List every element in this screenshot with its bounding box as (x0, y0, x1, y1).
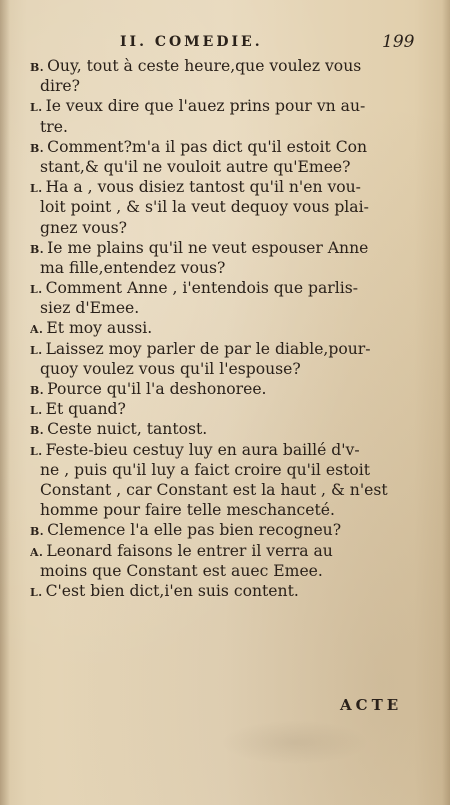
text-line-15 (30, 339, 426, 359)
text-line-26 (30, 561, 426, 581)
text-line-12 (30, 278, 426, 298)
line-text: loit point , & s'il la veut dequoy vous plai- (40, 198, 369, 217)
page-header (0, 30, 450, 54)
text-line-19 (30, 419, 426, 439)
text-line-13 (30, 298, 426, 318)
line-text: homme pour faire telle meschanceté. (40, 501, 335, 520)
speaker-mark: L. (30, 585, 43, 599)
speaker-mark: L. (30, 182, 43, 196)
line-text: ne , puis qu'il luy a faict croire qu'il estoit (40, 460, 371, 479)
text-line-3 (30, 96, 426, 116)
line-text: Ie veux dire que l'auez prins pour vn au- (45, 97, 366, 116)
speaker-mark: L. (30, 444, 43, 458)
text-line-1 (30, 56, 426, 76)
text-line-20 (30, 440, 426, 460)
line-text: Constant , car Constant est la haut , & n'est (40, 480, 388, 499)
text-line-14 (30, 318, 426, 338)
line-text: Ie me plains qu'il ne veut espouser Anne (47, 238, 369, 257)
text-line-11 (30, 258, 426, 278)
line-text: quoy voulez vous qu'il l'espouse? (40, 359, 301, 378)
speaker-mark: L. (30, 404, 43, 418)
text-line-7 (30, 177, 426, 197)
line-text: Ha a , vous disiez tantost qu'il n'en vou- (45, 178, 361, 197)
line-text: Et moy aussi. (46, 319, 153, 338)
text-line-23 (30, 500, 426, 520)
line-text: moins que Constant est auec Emee. (40, 561, 323, 580)
speaker-mark: A. (30, 323, 44, 337)
line-text: Pource qu'il l'a deshonoree. (47, 380, 267, 398)
text-line-4 (30, 117, 426, 137)
line-text: Clemence l'a elle pas bien recogneu? (47, 521, 342, 540)
text-line-16 (30, 359, 426, 379)
line-text: C'est bien dict,i'en suis content. (45, 581, 299, 600)
speaker-mark: L. (30, 283, 43, 297)
text-line-17 (30, 379, 426, 399)
speaker-mark: B. (30, 242, 45, 256)
text-line-27 (30, 581, 426, 601)
text-line-21 (30, 460, 426, 480)
speaker-mark: L. (30, 101, 43, 115)
text-line-18 (30, 399, 426, 419)
catchword: ACTE (340, 696, 403, 714)
text-line-25 (30, 541, 426, 561)
ink-bleed-through (220, 720, 370, 765)
speaker-mark: L. (30, 343, 43, 357)
line-text: Feste-bieu cestuy luy en aura baillé d'v- (45, 440, 360, 459)
page-number: 199 (382, 32, 415, 52)
line-text: dire? (40, 77, 81, 96)
speaker-mark: B. (30, 525, 45, 539)
speaker-mark: B. (30, 61, 45, 74)
line-text: gnez vous? (40, 218, 128, 237)
dialogue-text (30, 56, 426, 601)
speaker-mark: B. (30, 141, 45, 155)
text-line-22 (30, 480, 426, 500)
line-text: Ceste nuict, tantost. (47, 420, 208, 439)
line-text: Leonard faisons le entrer il verra au (46, 541, 333, 560)
line-text: Comment?m'a il pas dict qu'il estoit Con (47, 137, 368, 156)
text-line-9 (30, 218, 426, 238)
line-text: Et quand? (45, 400, 126, 419)
text-line-8 (30, 197, 426, 217)
line-text: Comment Anne , i'entendois que parlis- (45, 279, 359, 298)
line-text: Ouy, tout à ceste heure,que voulez vous (47, 57, 362, 75)
speaker-mark: A. (30, 545, 44, 559)
line-text: siez d'Emee. (40, 299, 140, 318)
line-text: stant,& qu'il ne vouloit autre qu'Emee? (40, 157, 351, 176)
text-line-24 (30, 520, 426, 540)
running-title: II. COMEDIE. (120, 34, 263, 50)
speaker-mark: B. (30, 384, 45, 397)
text-line-5 (30, 137, 426, 157)
speaker-mark: B. (30, 424, 45, 438)
line-text: Laissez moy parler de par le diable,pour- (45, 339, 371, 358)
line-text: tre. (40, 117, 68, 136)
text-line-6 (30, 157, 426, 177)
text-line-2 (30, 76, 426, 96)
line-text: ma fille,entendez vous? (40, 258, 226, 277)
text-line-10 (30, 238, 426, 258)
